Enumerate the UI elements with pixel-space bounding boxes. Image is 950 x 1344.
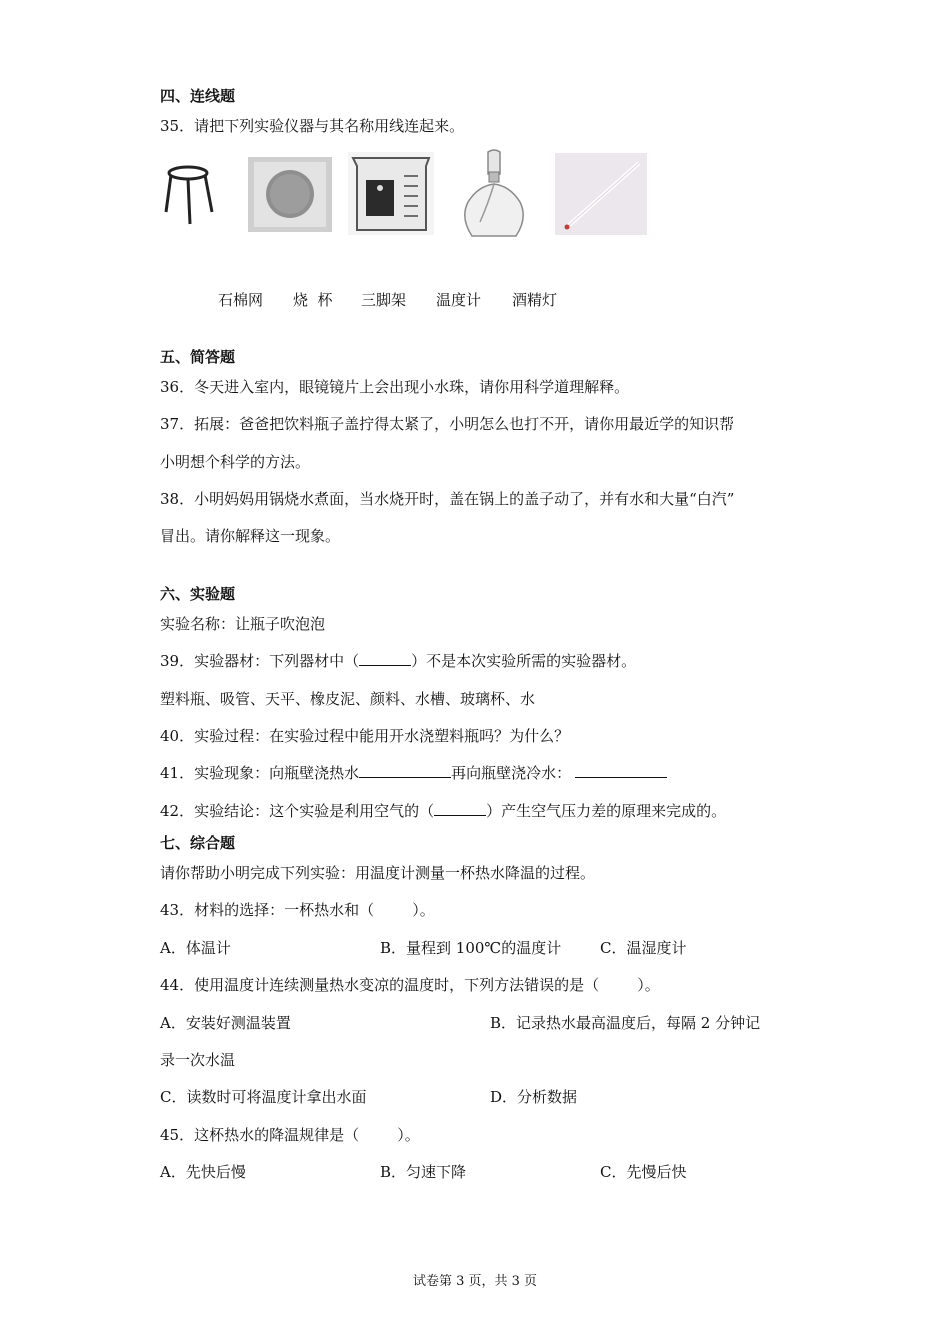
question-39-part-1: 39．实验器材：下列器材中（ xyxy=(160,652,360,670)
experiment-name: 实验名称：让瓶子吹泡泡 xyxy=(160,615,326,633)
q45-option-c: C．先慢后快 xyxy=(600,1163,687,1181)
q44-option-c: C．读数时可将温度计拿出水面 xyxy=(160,1088,367,1106)
question-41-part-1: 41．实验现象：向瓶壁浇热水 xyxy=(160,764,360,782)
question-41-part-2: 再向瓶壁浇冷水： xyxy=(451,764,572,782)
answer-blank[interactable] xyxy=(359,651,411,666)
asbestos-gauze-icon xyxy=(248,157,332,232)
thermometer-icon xyxy=(555,153,647,235)
question-45: 45．这杯热水的降温规律是（ ）。 xyxy=(160,1126,420,1144)
section-7-intro: 请你帮助小明完成下列实验：用温度计测量一杯热水降温的过程。 xyxy=(160,864,596,882)
instrument-name-2: 烧 杯 xyxy=(293,291,333,309)
question-35: 35．请把下列实验仪器与其名称用线连起来。 xyxy=(160,117,465,135)
q44-option-a: A．安装好测温装置 xyxy=(160,1014,291,1032)
section-5-title: 五、简答题 xyxy=(160,348,236,366)
question-41 xyxy=(160,763,667,783)
question-42-part-2: ）产生空气压力差的原理来完成的。 xyxy=(486,802,727,820)
question-44: 44．使用温度计连续测量热水变凉的温度时，下列方法错误的是（ ）。 xyxy=(160,976,660,994)
tripod-icon xyxy=(160,160,216,230)
question-39-part-2: ）不是本次实验所需的实验器材。 xyxy=(411,652,637,670)
q44-option-b-continued: 录一次水温 xyxy=(160,1051,236,1069)
question-36: 36．冬天进入室内，眼镜镜片上会出现小水珠，请你用科学道理解释。 xyxy=(160,378,630,396)
page-footer: 试卷第 3 页，共 3 页 xyxy=(412,1274,538,1289)
question-39 xyxy=(160,651,636,671)
question-42-part-1: 42．实验结论：这个实验是利用空气的（ xyxy=(160,802,435,820)
q43-option-b: B．量程到 100℃的温度计 xyxy=(380,939,562,957)
alcohol-lamp-icon xyxy=(458,148,530,238)
question-40: 40．实验过程：在实验过程中能用开水浇塑料瓶吗？为什么？ xyxy=(160,727,570,745)
q44-option-b: B．记录热水最高温度后，每隔 2 分钟记 xyxy=(490,1014,761,1032)
beaker-icon xyxy=(348,152,434,235)
q45-option-a: A．先快后慢 xyxy=(160,1163,246,1181)
instrument-name-4: 温度计 xyxy=(436,291,482,309)
question-43: 43．材料的选择：一杯热水和（ ）。 xyxy=(160,901,435,919)
q43-option-a: A．体温计 xyxy=(160,939,231,957)
instrument-name-5: 酒精灯 xyxy=(512,291,558,309)
answer-blank[interactable] xyxy=(434,801,486,816)
q45-option-b: B．匀速下降 xyxy=(380,1163,467,1181)
question-37-line-1: 37．拓展：爸爸把饮料瓶子盖拧得太紧了，小明怎么也打不开，请你用最近学的知识帮 xyxy=(160,415,735,433)
instrument-name-1: 石棉网 xyxy=(218,291,264,309)
section-7-title: 七、综合题 xyxy=(160,834,236,852)
question-42 xyxy=(160,801,726,821)
question-38-line-1: 38．小明妈妈用锅烧水煮面，当水烧开时，盖在锅上的盖子动了，并有水和大量“白汽” xyxy=(160,490,735,508)
question-38-line-2: 冒出。请你解释这一现象。 xyxy=(160,527,341,545)
q44-option-d: D．分析数据 xyxy=(490,1088,578,1106)
section-6-title: 六、实验题 xyxy=(160,585,236,603)
instrument-name-3: 三脚架 xyxy=(361,291,407,309)
question-37-line-2: 小明想个科学的方法。 xyxy=(160,453,311,471)
answer-blank[interactable] xyxy=(575,763,667,778)
answer-blank[interactable] xyxy=(359,763,451,778)
q43-option-c: C．温湿度计 xyxy=(600,939,687,957)
section-4-title: 四、连线题 xyxy=(160,87,236,105)
materials-list: 塑料瓶、吸管、天平、橡皮泥、颜料、水槽、玻璃杯、水 xyxy=(160,690,536,708)
